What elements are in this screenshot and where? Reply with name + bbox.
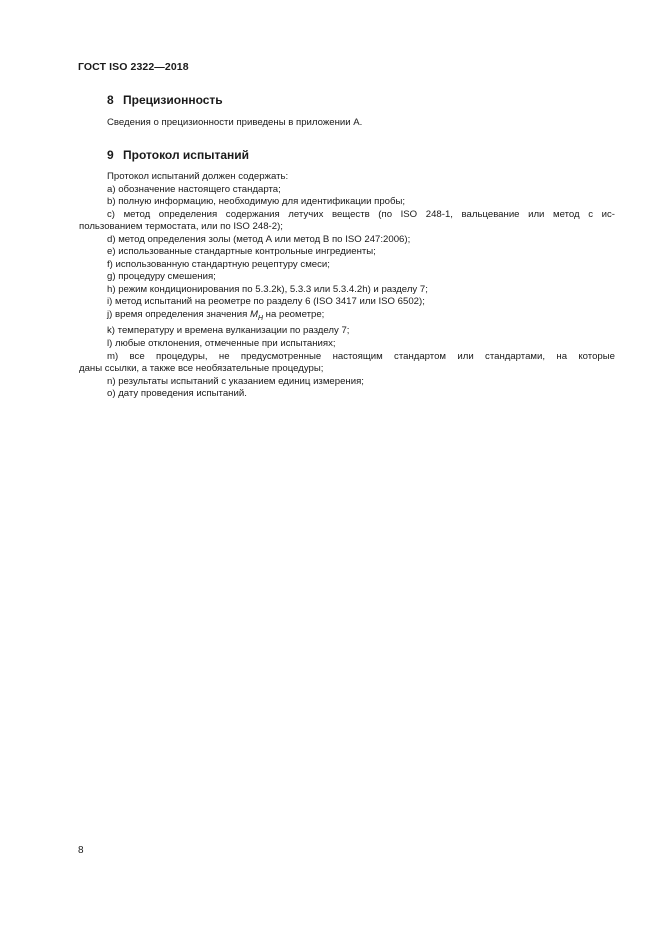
report-intro: Протокол испытаний должен содержать: [107, 171, 289, 182]
report-contents-list [79, 171, 615, 401]
list-item-o: o) дату проведения испытаний. [107, 388, 247, 400]
section-9-number: 9 [107, 148, 114, 162]
list-item-d: d) метод определения золы (метод А или метод В по ISO 247:2006); [107, 233, 411, 245]
list-item-j-prefix: j) время определения значения [107, 309, 250, 321]
list-item-a: a) обозначение настоящего стандарта; [107, 183, 281, 195]
list-item-e: e) использованные стандартные контрольные ингредиенты; [107, 246, 376, 258]
list-item-c-line1: c) метод определения содержания летучих веществ (по ISO 248-1, вальцевание или метод с ис- [107, 208, 615, 220]
section-8-number: 8 [107, 93, 114, 107]
section-8-heading [107, 93, 223, 107]
list-item-f: f) использованную стандартную рецептуру смеси; [107, 258, 330, 270]
document-header: ГОСТ ISO 2322—2018 [78, 61, 189, 73]
section-8-title: Прецизионность [123, 93, 223, 107]
list-item-n: n) результаты испытаний с указанием единиц измерения; [107, 375, 364, 387]
mh-symbol: M [249, 309, 258, 321]
list-item-h: h) режим кондиционирования по 5.3.2k), 5.3.3 или 5.3.4.2h) и разделу 7; [107, 283, 428, 295]
list-item-c-line2: пользованием термостата, или по ISO 248-2); [79, 221, 283, 233]
list-item-g: g) процедуру смешения; [107, 271, 216, 283]
list-item-k: k) температуру и времена вулканизации по разделу 7; [107, 325, 350, 337]
section-9-title: Протокол испытаний [123, 148, 250, 162]
list-item-m-line2: даны ссылки, а также все необязательные процедуры; [79, 363, 324, 375]
list-item-l: l) любые отклонения, отмеченные при испытаниях; [107, 338, 336, 350]
list-item-j [79, 309, 615, 325]
page-number: 8 [78, 845, 84, 856]
section-9-heading [107, 148, 249, 162]
list-item-i: i) метод испытаний на реометре по разделу 6 (ISO 3417 или ISO 6502); [107, 296, 425, 308]
list-item-b: b) полную информацию, необходимую для идентификации пробы; [107, 196, 406, 208]
list-item-j-suffix: на реометре; [263, 309, 325, 321]
mh-subscript: H [257, 314, 264, 322]
list-item-m-line1: m) все процедуры, не предусмотренные настоящим стандартом или стандартами, на которые [107, 350, 615, 362]
precision-paragraph: Сведения о прецизионности приведены в приложении А. [107, 117, 363, 128]
